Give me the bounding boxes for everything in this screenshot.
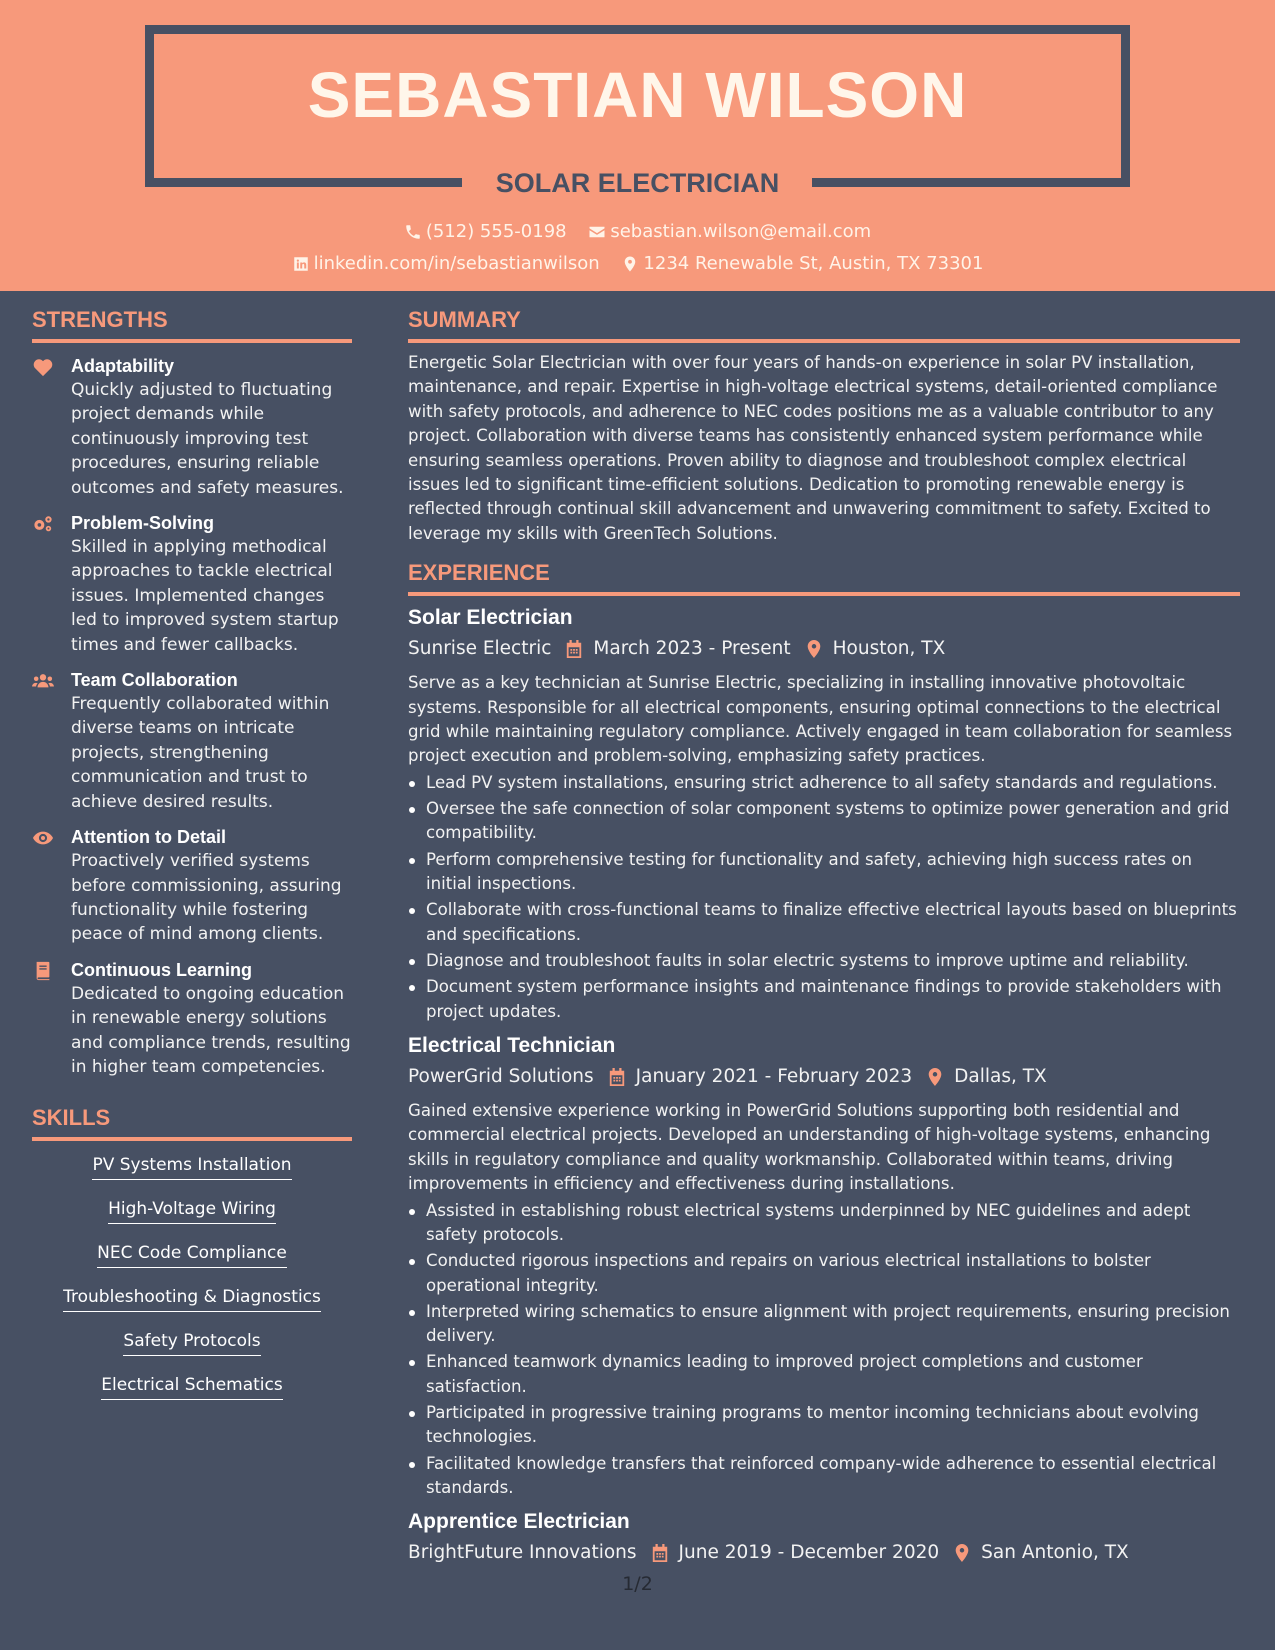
job-bullet: Document system performance insights and maintenance findings to provide stakeholders with project updates. (408, 975, 1240, 1024)
job-company: PowerGrid Solutions (408, 1065, 594, 1087)
strength-item (32, 668, 352, 814)
job-bullet: Oversee the safe connection of solar component systems to optimize power generation and grid compatibility. (408, 797, 1240, 846)
job-role: Apprentice Electrician (408, 1510, 630, 1534)
left-column (32, 305, 352, 1417)
right-column (408, 305, 1240, 1567)
skill-item: Electrical Schematics (101, 1373, 282, 1400)
strength-description: Skilled in applying methodical approaches to tackle electrical issues. Implemented changes led to improved system startup times and fewer callbacks. (71, 537, 339, 655)
page-number: 1/2 (622, 1573, 653, 1595)
map-pin-icon (953, 1543, 971, 1563)
strength-name: Team Collaboration (71, 670, 238, 691)
calendar-icon (608, 1067, 626, 1087)
job-bullets (408, 1199, 1240, 1501)
contact-row-1 (0, 220, 1275, 248)
strength-name: Continuous Learning (71, 959, 252, 980)
skill-item: NEC Code Compliance (97, 1241, 287, 1268)
experience-heading: EXPERIENCE (408, 558, 1240, 596)
strength-item (32, 354, 352, 500)
skill-item: Troubleshooting & Diagnostics (63, 1285, 321, 1312)
job-bullet: Enhanced teamwork dynamics leading to improved project completions and customer satisfaction. (408, 1350, 1240, 1399)
job-meta (408, 635, 1240, 663)
map-pin-icon (621, 255, 639, 273)
job-description: Serve as a key technician at Sunrise Electric, specializing in installing innovative photovoltaic systems. Responsible for all electrical components, ensuring optimal connections to the electrical grid while maintaining regulatory compliance. Actively engaged in team collaboration for seamless project execution and problem-solving, emphasizing safety practices. (408, 673, 1233, 766)
strength-description: Frequently collaborated within diverse teams on intricate projects, strengthening communication and trust to achieve desired results. (71, 694, 330, 812)
job-location: Dallas, TX (954, 1065, 1047, 1087)
contact-row-2 (0, 252, 1275, 280)
strength-description: Proactively verified systems before commissioning, assuring functionality while fostering peace of mind among clients. (71, 851, 342, 945)
job-bullet: Diagnose and troubleshoot faults in solar electric systems to improve uptime and reliability. (408, 949, 1240, 973)
map-pin-icon (805, 639, 823, 659)
map-pin-icon (926, 1067, 944, 1087)
job-company: BrightFuture Innovations (408, 1542, 637, 1564)
linkedin-icon (292, 255, 310, 273)
resume-header (0, 0, 1275, 291)
job-bullet: Collaborate with cross-functional teams to finalize effective electrical layouts based on blueprints and specifications. (408, 898, 1240, 947)
calendar-icon (651, 1543, 669, 1563)
job-meta (408, 1539, 1240, 1567)
linkedin-contact[interactable] (292, 252, 600, 276)
job-entry (408, 1032, 1240, 1500)
strength-item (32, 825, 352, 947)
address-contact (621, 252, 983, 276)
heart-icon (32, 357, 54, 377)
job-entry (408, 1508, 1240, 1567)
address-text: 1234 Renewable St, Austin, TX 73301 (643, 253, 984, 274)
job-role: Solar Electrician (408, 606, 573, 630)
candidate-name: SEBASTIAN WILSON (307, 59, 968, 131)
phone-text: (512) 555-0198 (425, 221, 567, 242)
strength-name: Adaptability (71, 356, 175, 376)
strengths-heading: STRENGTHS (32, 305, 352, 343)
email-contact[interactable] (588, 220, 871, 244)
job-title: SOLAR ELECTRICIAN (495, 168, 780, 198)
eye-icon (32, 828, 54, 848)
strength-description: Quickly adjusted to fluctuating project demands while continuously improving test procedures, ensuring reliable outcomes and safety measures. (71, 380, 344, 498)
book-icon (32, 961, 54, 981)
job-bullet: Conducted rigorous inspections and repairs on various electrical installations to bolster operational integrity. (408, 1249, 1240, 1298)
job-dates: June 2019 - December 2020 (678, 1542, 940, 1564)
strength-name: Problem-Solving (71, 513, 215, 534)
strength-name: Attention to Detail (71, 827, 226, 848)
gears-icon (32, 514, 54, 534)
strength-item (32, 958, 352, 1080)
users-icon (32, 671, 54, 691)
job-entry (408, 604, 1240, 1024)
job-company: Sunrise Electric (408, 638, 552, 660)
job-location: Houston, TX (832, 638, 946, 660)
job-dates: March 2023 - Present (593, 638, 791, 660)
job-location: San Antonio, TX (981, 1542, 1129, 1564)
job-bullet: Perform comprehensive testing for functionality and safety, achieving high success rates on initial inspections. (408, 848, 1240, 897)
job-bullet: Lead PV system installations, ensuring strict adherence to all safety standards and regulations. (408, 771, 1240, 795)
summary-heading: SUMMARY (408, 305, 1240, 343)
phone-icon (404, 223, 422, 241)
job-bullet: Participated in progressive training programs to mentor incoming technicians about evolving technologies. (408, 1401, 1240, 1450)
linkedin-text[interactable]: linkedin.com/in/sebastianwilson (313, 253, 600, 274)
summary-text: Energetic Solar Electrician with over four years of hands-on experience in solar PV installation, maintenance, and repair. Expertise in high-voltage electrical systems, detail-oriented compliance with safety protocols, and adherence to NEC codes positions me as a valuable contributor to any project. Collaboration with diverse teams has consistently enhanced system performance while ensuring seamless operations. Proven ability to diagnose and troubleshoot complex electrical issues led to significant time-efficient solutions. Dedication to promoting renewable energy is reflected through continual skill advancement and unwavering commitment to safety. Excited to leverage my skills with GreenTech Solutions. (408, 353, 1218, 543)
strength-description: Dedicated to ongoing education in renewable energy solutions and compliance trends, resulting in higher team competencies. (71, 983, 351, 1077)
skill-item: PV Systems Installation (92, 1153, 291, 1180)
job-bullet: Facilitated knowledge transfers that reinforced company-wide adherence to essential electrical standards. (408, 1452, 1240, 1501)
skill-item: Safety Protocols (123, 1329, 260, 1356)
envelope-icon (588, 223, 606, 241)
phone-contact (404, 220, 567, 244)
job-description: Gained extensive experience working in PowerGrid Solutions supporting both residential and commercial electrical projects. Developed an understanding of high-voltage systems, enhancing skills in regulatory compliance and quality workmanship. Collaborated within teams, driving improvements in efficiency and effectiveness during installations. (408, 1100, 1211, 1194)
strength-item (32, 511, 352, 657)
job-role: Electrical Technician (408, 1033, 616, 1057)
skill-item: High-Voltage Wiring (108, 1197, 276, 1224)
job-bullets (408, 771, 1240, 1024)
email-text[interactable]: sebastian.wilson@email.com (610, 221, 872, 242)
calendar-icon (565, 639, 583, 659)
skills-list (32, 1153, 352, 1417)
job-bullet: Interpreted wiring schematics to ensure alignment with project requirements, ensuring precision delivery. (408, 1300, 1240, 1349)
job-meta (408, 1063, 1240, 1091)
skills-heading: SKILLS (32, 1103, 352, 1141)
job-bullet: Assisted in establishing robust electrical systems underpinned by NEC guidelines and adept safety protocols. (408, 1199, 1240, 1248)
job-dates: January 2021 - February 2023 (635, 1065, 913, 1087)
